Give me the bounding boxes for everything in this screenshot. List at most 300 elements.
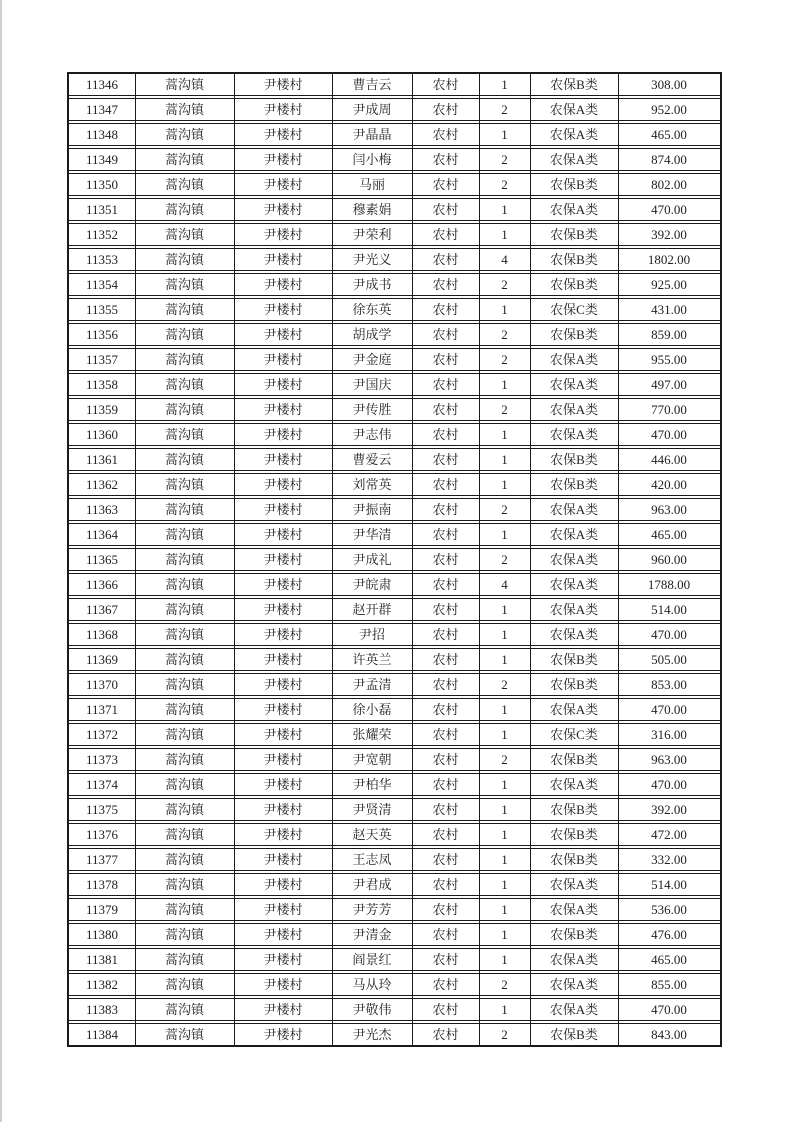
cell-village: 尹楼村 [263, 427, 303, 442]
cell-count: 1 [501, 77, 508, 92]
cell-name: 闫小梅 [352, 152, 392, 167]
cell-amount: 963.00 [651, 752, 687, 767]
cell-town: 蒿沟镇 [164, 452, 204, 467]
table-row [69, 674, 720, 699]
cell-village: 尹楼村 [263, 527, 303, 542]
cell-id: 11375 [85, 802, 119, 817]
cell-amount: 874.00 [651, 152, 687, 167]
cell-town: 蒿沟镇 [164, 527, 204, 542]
cell-insurance: 农保C类 [550, 302, 598, 317]
cell-amount: 470.00 [651, 627, 687, 642]
cell-count: 2 [501, 552, 508, 567]
cell-village: 尹楼村 [263, 402, 303, 417]
cell-name: 尹成礼 [352, 552, 392, 567]
cell-amount: 465.00 [651, 527, 687, 542]
table-row [69, 624, 720, 649]
cell-category: 农村 [432, 577, 459, 592]
cell-town: 蒿沟镇 [164, 252, 204, 267]
cell-insurance: 农保A类 [549, 552, 599, 567]
cell-count: 1 [501, 227, 508, 242]
cell-count: 1 [501, 777, 508, 792]
cell-category: 农村 [432, 752, 459, 767]
cell-village: 尹楼村 [263, 502, 303, 517]
cell-id: 11371 [85, 702, 119, 717]
cell-count: 2 [501, 1027, 508, 1042]
cell-amount: 843.00 [651, 1027, 687, 1042]
cell-name: 赵天英 [352, 827, 392, 842]
cell-id: 11350 [85, 177, 119, 192]
cell-town: 蒿沟镇 [164, 602, 204, 617]
cell-village: 尹楼村 [263, 952, 303, 967]
cell-village: 尹楼村 [263, 452, 303, 467]
cell-town: 蒿沟镇 [164, 927, 204, 942]
cell-town: 蒿沟镇 [164, 577, 204, 592]
cell-amount: 514.00 [651, 602, 687, 617]
cell-village: 尹楼村 [263, 302, 303, 317]
cell-insurance: 农保A类 [549, 102, 599, 117]
cell-amount: 431.00 [651, 302, 687, 317]
cell-count: 1 [501, 377, 508, 392]
cell-category: 农村 [432, 477, 459, 492]
table-row [69, 249, 720, 274]
table-row [69, 649, 720, 674]
cell-amount: 963.00 [651, 502, 687, 517]
cell-category: 农村 [432, 177, 459, 192]
cell-count: 1 [501, 202, 508, 217]
cell-name: 曹爱云 [352, 452, 392, 467]
cell-village: 尹楼村 [263, 77, 303, 92]
cell-insurance: 农保B类 [550, 177, 598, 192]
cell-name: 尹柏华 [352, 777, 392, 792]
cell-amount: 332.00 [651, 852, 687, 867]
cell-amount: 853.00 [651, 677, 687, 692]
cell-town: 蒿沟镇 [164, 377, 204, 392]
cell-village: 尹楼村 [263, 727, 303, 742]
cell-name: 尹金庭 [352, 352, 392, 367]
cell-insurance: 农保A类 [549, 202, 599, 217]
cell-village: 尹楼村 [263, 777, 303, 792]
cell-village: 尹楼村 [263, 552, 303, 567]
cell-id: 11356 [85, 327, 119, 342]
cell-insurance: 农保B类 [550, 802, 598, 817]
cell-insurance: 农保A类 [549, 352, 599, 367]
cell-amount: 497.00 [651, 377, 687, 392]
cell-town: 蒿沟镇 [164, 152, 204, 167]
cell-category: 农村 [432, 652, 459, 667]
cell-id: 11360 [85, 427, 119, 442]
cell-village: 尹楼村 [263, 102, 303, 117]
cell-village: 尹楼村 [263, 827, 303, 842]
cell-town: 蒿沟镇 [164, 852, 204, 867]
cell-amount: 308.00 [651, 77, 687, 92]
cell-count: 1 [501, 602, 508, 617]
cell-category: 农村 [432, 152, 459, 167]
cell-count: 1 [501, 1002, 508, 1017]
cell-village: 尹楼村 [263, 252, 303, 267]
cell-id: 11365 [85, 552, 119, 567]
cell-count: 1 [501, 852, 508, 867]
cell-insurance: 农保B类 [550, 452, 598, 467]
cell-insurance: 农保A类 [549, 627, 599, 642]
cell-amount: 1802.00 [647, 252, 691, 267]
cell-amount: 465.00 [651, 127, 687, 142]
cell-category: 农村 [432, 527, 459, 542]
cell-insurance: 农保A类 [549, 977, 599, 992]
cell-amount: 955.00 [651, 352, 687, 367]
cell-count: 1 [501, 927, 508, 942]
cell-amount: 470.00 [651, 777, 687, 792]
cell-count: 1 [501, 702, 508, 717]
cell-name: 尹芳芳 [352, 902, 392, 917]
cell-village: 尹楼村 [263, 377, 303, 392]
cell-amount: 770.00 [651, 402, 687, 417]
cell-village: 尹楼村 [263, 1027, 303, 1042]
table-rows [69, 74, 720, 1045]
cell-category: 农村 [432, 977, 459, 992]
cell-amount: 476.00 [651, 927, 687, 942]
cell-amount: 470.00 [651, 1002, 687, 1017]
cell-village: 尹楼村 [263, 927, 303, 942]
cell-town: 蒿沟镇 [164, 827, 204, 842]
cell-insurance: 农保A类 [549, 902, 599, 917]
cell-insurance: 农保A类 [549, 427, 599, 442]
table-row [69, 974, 720, 999]
cell-id: 11349 [85, 152, 119, 167]
table-row [69, 99, 720, 124]
cell-count: 1 [501, 627, 508, 642]
cell-id: 11357 [85, 352, 119, 367]
cell-insurance: 农保C类 [550, 727, 598, 742]
cell-insurance: 农保A类 [549, 127, 599, 142]
cell-count: 1 [501, 452, 508, 467]
cell-id: 11364 [85, 527, 119, 542]
cell-town: 蒿沟镇 [164, 902, 204, 917]
cell-id: 11362 [85, 477, 119, 492]
cell-village: 尹楼村 [263, 352, 303, 367]
column-divider [135, 74, 136, 1045]
cell-amount: 952.00 [651, 102, 687, 117]
cell-name: 尹荣利 [352, 227, 392, 242]
cell-count: 4 [501, 577, 508, 592]
cell-id: 11368 [85, 627, 119, 642]
cell-village: 尹楼村 [263, 152, 303, 167]
cell-category: 农村 [432, 502, 459, 517]
table-row [69, 499, 720, 524]
cell-id: 11347 [85, 102, 119, 117]
cell-town: 蒿沟镇 [164, 302, 204, 317]
cell-village: 尹楼村 [263, 702, 303, 717]
table-row [69, 374, 720, 399]
cell-amount: 1788.00 [647, 577, 691, 592]
cell-village: 尹楼村 [263, 577, 303, 592]
cell-amount: 465.00 [651, 952, 687, 967]
scan-edge-artifact [0, 0, 2, 1122]
cell-amount: 514.00 [651, 877, 687, 892]
cell-category: 农村 [432, 777, 459, 792]
cell-insurance: 农保B类 [550, 277, 598, 292]
table-row [69, 124, 720, 149]
cell-amount: 859.00 [651, 327, 687, 342]
cell-category: 农村 [432, 902, 459, 917]
table-row [69, 199, 720, 224]
table-row [69, 224, 720, 249]
cell-count: 2 [501, 277, 508, 292]
cell-name: 赵开群 [352, 602, 392, 617]
table-row [69, 899, 720, 924]
cell-amount: 470.00 [651, 427, 687, 442]
cell-name: 尹晶晶 [352, 127, 392, 142]
cell-name: 尹宽朝 [352, 752, 392, 767]
cell-village: 尹楼村 [263, 1002, 303, 1017]
cell-town: 蒿沟镇 [164, 277, 204, 292]
cell-id: 11381 [85, 952, 119, 967]
table-row [69, 774, 720, 799]
table-row [69, 349, 720, 374]
cell-count: 1 [501, 877, 508, 892]
cell-id: 11372 [85, 727, 119, 742]
cell-id: 11361 [85, 452, 119, 467]
cell-village: 尹楼村 [263, 752, 303, 767]
cell-insurance: 农保B类 [550, 852, 598, 867]
cell-count: 2 [501, 327, 508, 342]
cell-name: 张耀荣 [352, 727, 392, 742]
cell-count: 2 [501, 752, 508, 767]
cell-count: 2 [501, 352, 508, 367]
cell-count: 1 [501, 427, 508, 442]
cell-count: 1 [501, 127, 508, 142]
table-row [69, 749, 720, 774]
cell-count: 1 [501, 727, 508, 742]
cell-village: 尹楼村 [263, 852, 303, 867]
cell-name: 徐小磊 [352, 702, 392, 717]
cell-name: 尹成周 [352, 102, 392, 117]
cell-category: 农村 [432, 427, 459, 442]
table-row [69, 724, 720, 749]
cell-id: 11367 [85, 602, 119, 617]
cell-category: 农村 [432, 452, 459, 467]
cell-village: 尹楼村 [263, 202, 303, 217]
cell-count: 1 [501, 477, 508, 492]
cell-id: 11355 [85, 302, 119, 317]
cell-town: 蒿沟镇 [164, 352, 204, 367]
cell-category: 农村 [432, 1002, 459, 1017]
cell-village: 尹楼村 [263, 602, 303, 617]
cell-count: 2 [501, 502, 508, 517]
cell-name: 尹贤清 [352, 802, 392, 817]
cell-id: 11373 [85, 752, 119, 767]
cell-count: 2 [501, 152, 508, 167]
cell-category: 农村 [432, 927, 459, 942]
table-row [69, 74, 720, 99]
cell-village: 尹楼村 [263, 327, 303, 342]
table-row [69, 849, 720, 874]
column-divider [412, 74, 413, 1045]
cell-town: 蒿沟镇 [164, 702, 204, 717]
cell-town: 蒿沟镇 [164, 177, 204, 192]
cell-category: 农村 [432, 352, 459, 367]
cell-insurance: 农保A类 [549, 952, 599, 967]
cell-id: 11384 [85, 1027, 119, 1042]
cell-count: 1 [501, 802, 508, 817]
cell-category: 农村 [432, 227, 459, 242]
cell-village: 尹楼村 [263, 227, 303, 242]
cell-category: 农村 [432, 77, 459, 92]
cell-id: 11354 [85, 277, 119, 292]
cell-insurance: 农保A类 [549, 402, 599, 417]
cell-town: 蒿沟镇 [164, 402, 204, 417]
cell-id: 11353 [85, 252, 119, 267]
cell-town: 蒿沟镇 [164, 502, 204, 517]
cell-count: 1 [501, 527, 508, 542]
cell-insurance: 农保A类 [549, 502, 599, 517]
table-row [69, 324, 720, 349]
cell-insurance: 农保A类 [549, 877, 599, 892]
table-row [69, 924, 720, 949]
cell-town: 蒿沟镇 [164, 802, 204, 817]
cell-town: 蒿沟镇 [164, 1002, 204, 1017]
table-row [69, 599, 720, 624]
cell-insurance: 农保A类 [549, 377, 599, 392]
cell-id: 11352 [85, 227, 119, 242]
cell-category: 农村 [432, 302, 459, 317]
cell-category: 农村 [432, 552, 459, 567]
cell-name: 王志凤 [352, 852, 392, 867]
cell-amount: 855.00 [651, 977, 687, 992]
table-row [69, 799, 720, 824]
cell-category: 农村 [432, 102, 459, 117]
cell-amount: 802.00 [651, 177, 687, 192]
cell-count: 1 [501, 652, 508, 667]
cell-amount: 536.00 [651, 902, 687, 917]
cell-insurance: 农保B类 [550, 327, 598, 342]
cell-id: 11382 [85, 977, 119, 992]
cell-name: 尹华清 [352, 527, 392, 542]
cell-amount: 470.00 [651, 702, 687, 717]
cell-category: 农村 [432, 602, 459, 617]
cell-insurance: 农保B类 [550, 752, 598, 767]
cell-amount: 505.00 [651, 652, 687, 667]
cell-category: 农村 [432, 702, 459, 717]
cell-name: 尹皖肃 [352, 577, 392, 592]
cell-insurance: 农保B类 [550, 652, 598, 667]
cell-village: 尹楼村 [263, 877, 303, 892]
cell-amount: 960.00 [651, 552, 687, 567]
cell-town: 蒿沟镇 [164, 427, 204, 442]
table-row [69, 474, 720, 499]
cell-town: 蒿沟镇 [164, 77, 204, 92]
cell-id: 11376 [85, 827, 119, 842]
cell-insurance: 农保B类 [550, 77, 598, 92]
cell-category: 农村 [432, 802, 459, 817]
cell-insurance: 农保B类 [550, 477, 598, 492]
cell-name: 刘常英 [352, 477, 392, 492]
cell-insurance: 农保A类 [549, 1002, 599, 1017]
cell-insurance: 农保B类 [550, 677, 598, 692]
table-row [69, 524, 720, 549]
cell-amount: 472.00 [651, 827, 687, 842]
cell-category: 农村 [432, 852, 459, 867]
cell-category: 农村 [432, 952, 459, 967]
cell-insurance: 农保A类 [549, 777, 599, 792]
cell-count: 2 [501, 102, 508, 117]
cell-town: 蒿沟镇 [164, 627, 204, 642]
cell-count: 1 [501, 827, 508, 842]
table-row [69, 549, 720, 574]
cell-name: 尹清金 [352, 927, 392, 942]
cell-town: 蒿沟镇 [164, 227, 204, 242]
cell-town: 蒿沟镇 [164, 877, 204, 892]
cell-category: 农村 [432, 402, 459, 417]
cell-category: 农村 [432, 252, 459, 267]
cell-insurance: 农保B类 [550, 252, 598, 267]
cell-category: 农村 [432, 377, 459, 392]
cell-village: 尹楼村 [263, 177, 303, 192]
table-row [69, 574, 720, 599]
cell-village: 尹楼村 [263, 627, 303, 642]
cell-name: 马丽 [358, 177, 385, 192]
cell-category: 农村 [432, 627, 459, 642]
cell-name: 徐东英 [352, 302, 392, 317]
cell-name: 尹传胜 [352, 402, 392, 417]
cell-town: 蒿沟镇 [164, 952, 204, 967]
table-row [69, 699, 720, 724]
cell-id: 11351 [85, 202, 119, 217]
table-row [69, 274, 720, 299]
cell-town: 蒿沟镇 [164, 752, 204, 767]
cell-name: 尹敬伟 [352, 1002, 392, 1017]
column-divider [332, 74, 333, 1045]
cell-village: 尹楼村 [263, 902, 303, 917]
cell-village: 尹楼村 [263, 127, 303, 142]
cell-town: 蒿沟镇 [164, 477, 204, 492]
table-row [69, 824, 720, 849]
cell-amount: 392.00 [651, 227, 687, 242]
cell-amount: 392.00 [651, 802, 687, 817]
cell-amount: 316.00 [651, 727, 687, 742]
cell-insurance: 农保A类 [549, 577, 599, 592]
cell-id: 11358 [85, 377, 119, 392]
cell-insurance: 农保B类 [550, 927, 598, 942]
table-row [69, 299, 720, 324]
cell-village: 尹楼村 [263, 652, 303, 667]
cell-count: 1 [501, 952, 508, 967]
cell-id: 11378 [85, 877, 119, 892]
cell-id: 11374 [85, 777, 119, 792]
cell-town: 蒿沟镇 [164, 127, 204, 142]
cell-town: 蒿沟镇 [164, 727, 204, 742]
cell-name: 阎景红 [352, 952, 392, 967]
table-row [69, 424, 720, 449]
column-divider [479, 74, 480, 1045]
cell-id: 11377 [85, 852, 119, 867]
cell-category: 农村 [432, 277, 459, 292]
cell-name: 尹招 [358, 627, 385, 642]
cell-name: 胡成学 [352, 327, 392, 342]
cell-town: 蒿沟镇 [164, 327, 204, 342]
table-row [69, 1024, 720, 1045]
cell-amount: 925.00 [651, 277, 687, 292]
column-divider [234, 74, 235, 1045]
cell-insurance: 农保B类 [550, 227, 598, 242]
cell-id: 11380 [85, 927, 119, 942]
table-row [69, 999, 720, 1024]
cell-category: 农村 [432, 202, 459, 217]
column-divider [618, 74, 619, 1045]
table-row [69, 149, 720, 174]
cell-insurance: 农保B类 [550, 1027, 598, 1042]
cell-category: 农村 [432, 877, 459, 892]
subsidy-table [67, 72, 722, 1047]
